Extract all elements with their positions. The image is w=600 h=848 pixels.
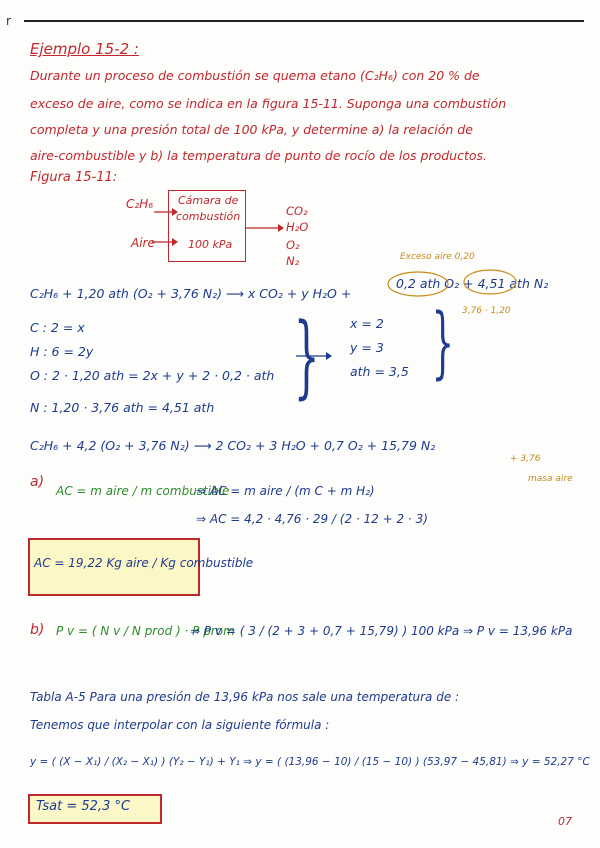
pv-definition: P v = ( N v / N prod ) · P prom xyxy=(56,624,235,638)
output-n2: N₂ xyxy=(286,254,300,268)
problem-line-2: exceso de aire, como se indica en la figura 15-11. Suponga una combustión xyxy=(30,96,507,111)
pv-expanded: ⇒ P v = ( 3 / (2 + 3 + 0,7 + 15,79) ) 100 kPa ⇒ P v = 13,96 kPa xyxy=(190,624,573,638)
corner-mark: r xyxy=(6,14,11,28)
ac-numbers: ⇒ AC = 4,2 · 4,76 · 29 / (2 · 12 + 2 · 3) xyxy=(196,512,428,526)
note-exceso: Exceso aire 0,20 xyxy=(400,252,475,262)
figure-label: Figura 15-11: xyxy=(30,170,118,185)
part-b-label: b) xyxy=(30,622,45,638)
chamber-line-3: 100 kPa xyxy=(188,238,233,251)
balance-row-o: O : 2 · 1,20 ath = 2x + y + 2 · 0,2 · ath xyxy=(30,368,275,383)
result-ath: ath = 3,5 xyxy=(350,364,409,379)
interpolation-formula: y = ( (X − X₁) / (X₂ − X₁) ) (Y₂ − Y₁) + Y₁ ⇒ y = ( (13,96 − 10) / (15 − 10) ) (53,97 − 45,81) ⇒ y = 52,27 °C xyxy=(30,756,590,768)
problem-line-1: Durante un proceso de combustión se quema etano (C₂H₆) con 20 % de xyxy=(30,68,480,83)
output-co2: CO₂ xyxy=(286,204,308,218)
highlight-circles xyxy=(380,266,560,306)
final-equation: C₂H₆ + 4,2 (O₂ + 3,76 N₂) ⟶ 2 CO₂ + 3 H₂O + 0,7 O₂ + 15,79 N₂ xyxy=(30,438,436,453)
ac-expanded: ⇒ AC = m aire / (m C + m H₂) xyxy=(196,484,375,498)
table-line-2: Tenemos que interpolar con la siguiente fórmula : xyxy=(30,718,330,732)
right-brace: } xyxy=(431,298,454,388)
balance-equation: C₂H₆ + 1,20 ath (O₂ + 3,76 N₂) ⟶ x CO₂ + y H₂O + xyxy=(30,286,352,301)
balance-row-c: C : 2 = x xyxy=(30,320,85,335)
output-o2: O₂ xyxy=(286,238,300,252)
result-y: y = 3 xyxy=(350,340,384,355)
table-line-1: Tabla A-5 Para una presión de 13,96 kPa nos sale una temperatura de : xyxy=(30,690,460,704)
result-tsat: Tsat = 52,3 °C xyxy=(36,799,131,814)
chamber-line-2: combustión xyxy=(176,210,241,223)
result-ac: AC = 19,22 Kg aire / Kg combustible xyxy=(34,556,254,570)
note-ratio: 3,76 · 1,20 xyxy=(462,306,511,316)
note-plus: + 3,76 xyxy=(510,454,541,464)
problem-line-4: aire-combustible y b) la temperatura de punto de rocío de los productos. xyxy=(30,148,487,163)
left-brace: } xyxy=(293,304,320,409)
brace-arrow xyxy=(296,350,336,362)
figure-input-air: Aire xyxy=(131,236,155,250)
result-x: x = 2 xyxy=(350,316,384,331)
example-title: Ejemplo 15-2 : xyxy=(30,40,139,58)
note-masa-aire: masa aire xyxy=(528,474,573,484)
page-number: 07 xyxy=(558,815,572,828)
output-h2o: H₂O xyxy=(286,220,309,234)
balance-equation-tail: 0,2 ath O₂ + 4,51 ath N₂ xyxy=(396,276,549,291)
balance-row-h: H : 6 = 2y xyxy=(30,344,94,359)
chamber-line-1: Cámara de xyxy=(178,194,239,207)
balance-row-n: N : 1,20 · 3,76 ath = 4,51 ath xyxy=(30,400,215,415)
ac-definition: AC = m aire / m combustible xyxy=(56,484,230,498)
part-a-label: a) xyxy=(30,474,45,490)
page-top-rule xyxy=(24,20,584,22)
figure-input-fuel: C₂H₆ xyxy=(126,197,154,211)
problem-line-3: completa y una presión total de 100 kPa, y determine a) la relación de xyxy=(30,122,473,137)
